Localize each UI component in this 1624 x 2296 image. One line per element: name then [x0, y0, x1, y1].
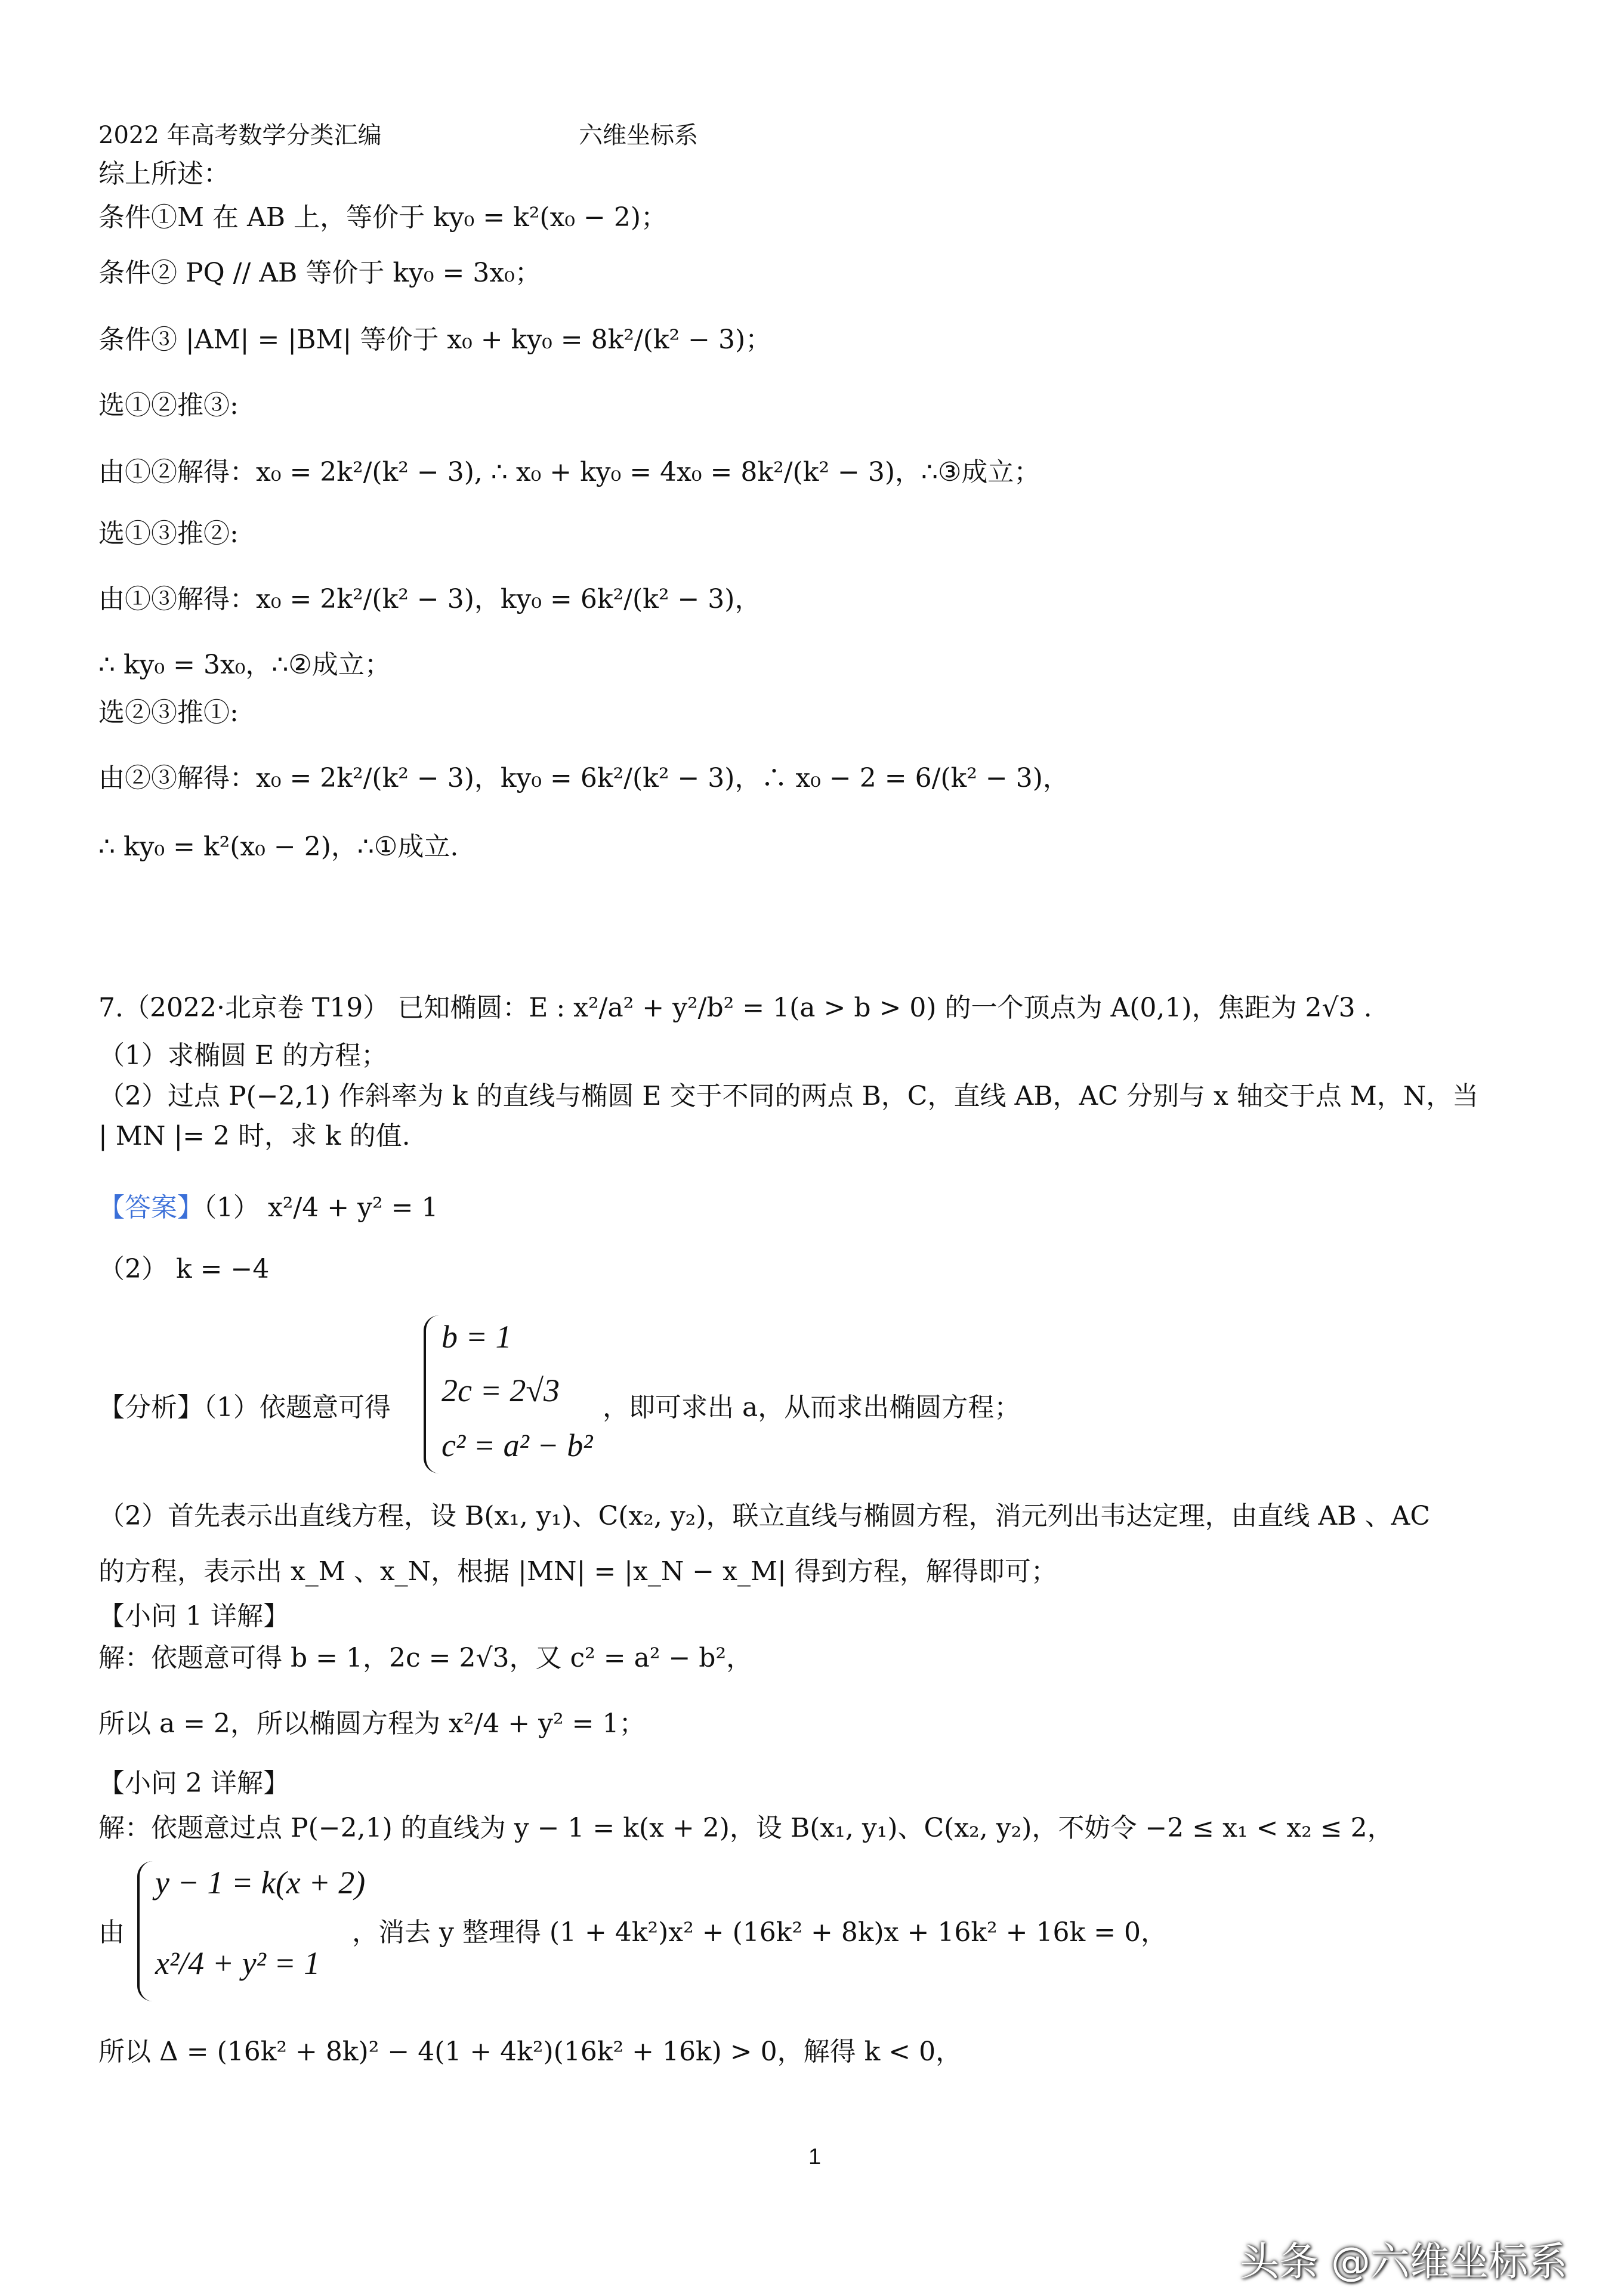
watermark: 头条 @六维坐标系 — [1240, 2239, 1567, 2285]
text-line: 由②③解得：x₀ = 2k²/(k² − 3)，ky₀ = 6k²/(k² − 3)，∴ x₀ − 2 = 6/(k² − 3)， — [98, 763, 1069, 793]
system-intro: 由 — [98, 1917, 125, 1948]
text-line: 选①②推③: — [98, 390, 239, 421]
page-number: 1 — [808, 2144, 822, 2170]
text-line: （1）求椭圆 E 的方程； — [98, 1040, 388, 1071]
brace-icon — [424, 1315, 440, 1473]
answer-line — [98, 1190, 438, 1226]
text-line: 选①③推②: — [98, 518, 239, 549]
system-rest: ，消去 y 整理得 (1 + 4k²)x² + (16k² + 8k)x + 16k² + 16k = 0， — [352, 1917, 1167, 1948]
system2-eq2: x²/4 + y² = 1 — [155, 1945, 320, 1981]
analysis-rest: ，即可求出 a，从而求出椭圆方程； — [603, 1392, 1021, 1423]
text-line: | MN |= 2 时，求 k 的值. — [98, 1121, 410, 1151]
text-line: 解：依题意可得 b = 1，2c = 2√3，又 c² = a² − b²， — [98, 1643, 753, 1673]
text-line: 由①③解得：x₀ = 2k²/(k² − 3)，ky₀ = 6k²/(k² − 3)， — [98, 584, 761, 614]
system1-eq1: b = 1 — [441, 1319, 512, 1355]
text-line: 条件③ |AM| = |BM| 等价于 x₀ + ky₀ = 8k²/(k² − 3)； — [98, 325, 772, 355]
text-line: 的方程，表示出 x_M 、x_N，根据 |MN| = |x_N − x_M| 得到方程，解得即可； — [98, 1556, 1057, 1587]
text-line: 条件①M 在 AB 上，等价于 ky₀ = k²(x₀ − 2)； — [98, 202, 668, 233]
text-line: 解：依题意过点 P(−2,1) 的直线为 y − 1 = k(x + 2)，设 B(x₁, y₁)、C(x₂, y₂)，不妨令 −2 ≤ x₁ < x₂ ≤ 2， — [98, 1813, 1394, 1843]
section-heading: 【小问 2 详解】 — [98, 1768, 289, 1799]
analysis-intro: 【分析】（1）依题意可得 — [98, 1392, 391, 1423]
question-7: 7.（2022·北京卷 T19） 已知椭圆：E : x²/a² + y²/b² = 1(a > b > 0) 的一个顶点为 A(0,1)，焦距为 2√3 . — [98, 993, 1372, 1023]
answer-part-2: （2） k = −4 — [98, 1254, 270, 1284]
text-line: ∴ ky₀ = 3x₀，∴②成立； — [98, 650, 391, 680]
text-line: （2）首先表示出直线方程，设 B(x₁, y₁)、C(x₂, y₂)，联立直线与椭圆方程，消元列出韦达定理，由直线 AB 、AC — [98, 1501, 1431, 1531]
system1-eq2: 2c = 2√3 — [441, 1373, 560, 1408]
header-left: 2022 年高考数学分类汇编 — [98, 122, 382, 149]
text-line: 所以 a = 2，所以椭圆方程为 x²/4 + y² = 1； — [98, 1708, 646, 1739]
answer-tag: 【答案】 — [98, 1192, 203, 1223]
text-line: 选②③推①: — [98, 697, 239, 728]
text-line: 由①②解得：x₀ = 2k²/(k² − 3), ∴ x₀ + ky₀ = 4x₀ = 8k²/(k² − 3)，∴③成立； — [98, 457, 1041, 487]
header-middle: 六维坐标系 — [579, 122, 698, 149]
answer-part-1: （1） x²/4 + y² = 1 — [203, 1192, 439, 1223]
system1-eq3: c² = a² − b² — [441, 1427, 593, 1463]
text-line: 条件② PQ // AB 等价于 ky₀ = 3x₀； — [98, 258, 541, 288]
section-heading: 【小问 1 详解】 — [98, 1601, 289, 1631]
text-line: 综上所述： — [98, 159, 230, 189]
system2-eq1: y − 1 = k(x + 2) — [155, 1865, 366, 1901]
brace-icon — [137, 1861, 154, 2001]
text-line: 所以 Δ = (16k² + 8k)² − 4(1 + 4k²)(16k² + 16k) > 0，解得 k < 0， — [98, 2037, 962, 2067]
text-line: ∴ ky₀ = k²(x₀ − 2)，∴①成立. — [98, 832, 459, 862]
text-line: （2）过点 P(−2,1) 作斜率为 k 的直线与椭圆 E 交于不同的两点 B，C，直线 AB，AC 分别与 x 轴交于点 M，N，当 — [98, 1081, 1479, 1111]
